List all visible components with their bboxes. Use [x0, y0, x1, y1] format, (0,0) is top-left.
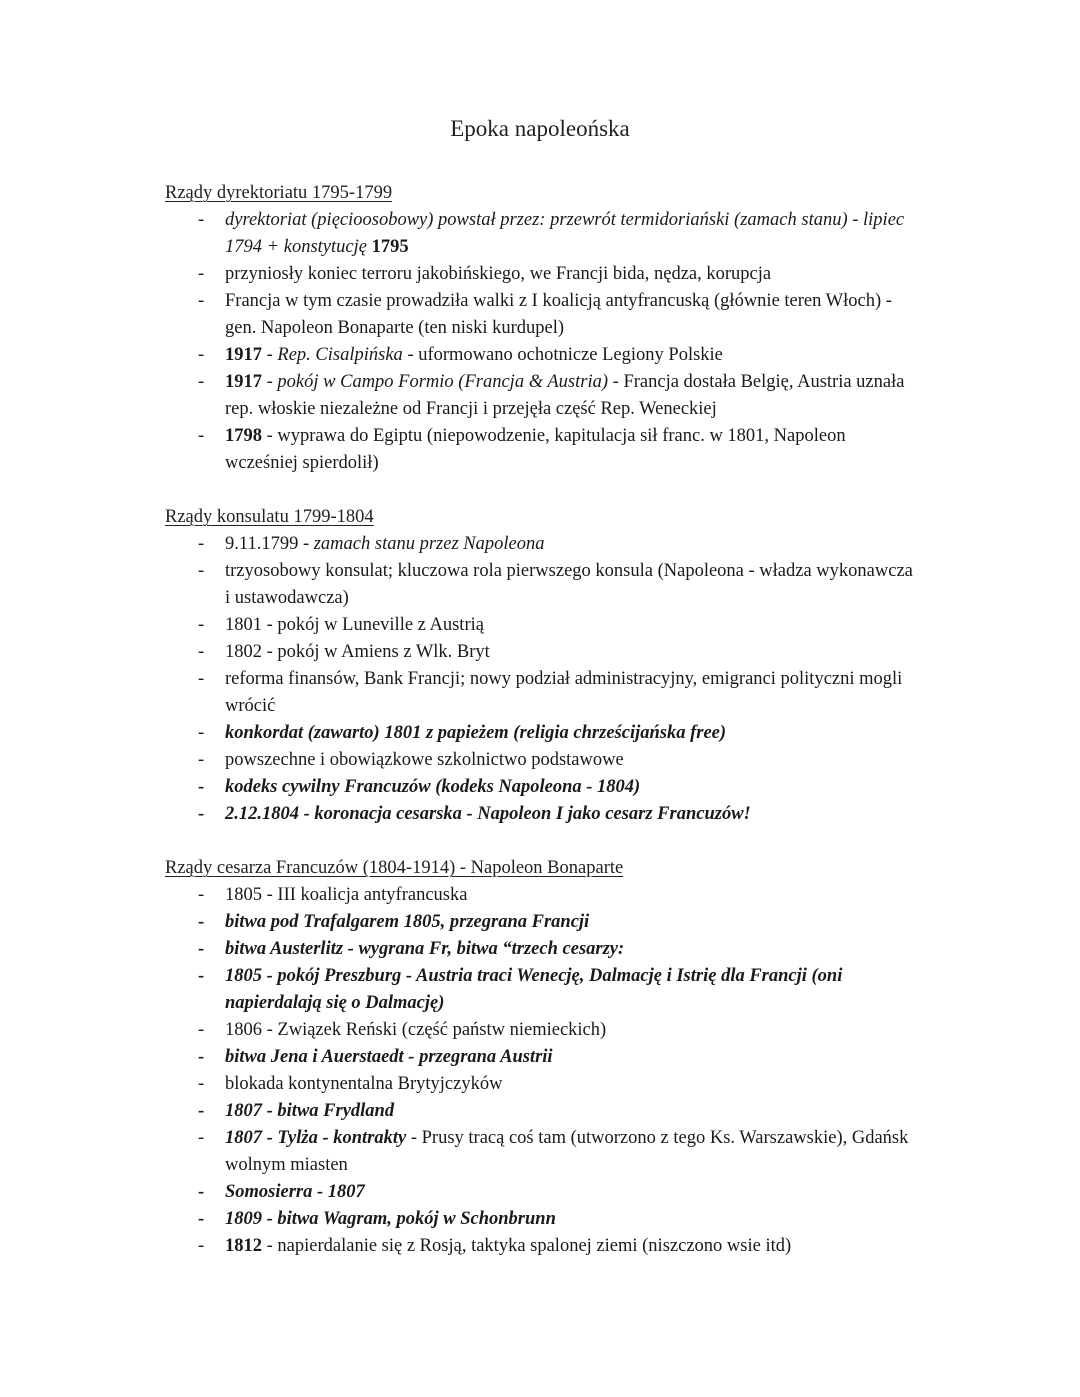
dash-bullet-icon: -	[198, 1128, 205, 1148]
list-item-text: 1917	[225, 345, 262, 365]
list-item-text: bitwa Austerlitz - wygrana Fr, bitwa “trzech cesarzy:	[225, 939, 625, 959]
list-item	[165, 1206, 920, 1233]
document-title: Epoka napoleońska	[450, 116, 630, 141]
list-item	[165, 1179, 920, 1206]
bullet-list	[165, 207, 920, 477]
dash-bullet-icon: -	[198, 561, 205, 581]
list-item	[165, 666, 920, 720]
section-heading: Rządy konsulatu 1799-1804	[165, 507, 374, 527]
dash-bullet-icon: -	[198, 1236, 205, 1256]
list-item	[165, 747, 920, 774]
dash-bullet-icon: -	[198, 750, 205, 770]
list-item-text: 1807 - Tylża - kontrakty	[225, 1128, 407, 1148]
list-item	[165, 1017, 920, 1044]
list-item-text: -	[262, 345, 278, 365]
list-item-text: przyniosły koniec terroru jakobińskiego, we Francji bida, nędza, korupcja	[225, 264, 772, 284]
dash-bullet-icon: -	[198, 939, 205, 959]
list-item-text: 1801 - pokój w Luneville z Austrią	[225, 615, 484, 635]
list-item	[165, 612, 920, 639]
dash-bullet-icon: -	[198, 642, 205, 662]
list-item	[165, 1098, 920, 1125]
dash-bullet-icon: -	[198, 372, 205, 392]
bullet-list	[165, 531, 920, 828]
list-item-text: kodeks cywilny Francuzów (kodeks Napoleona - 1804)	[225, 777, 641, 797]
list-item-text: 1806 - Związek Reński (część państw niemieckich)	[225, 1020, 607, 1040]
dash-bullet-icon: -	[198, 723, 205, 743]
dash-bullet-icon: -	[198, 1182, 205, 1202]
list-item	[165, 531, 920, 558]
section-heading: Rządy cesarza Francuzów (1804-1914) - Napoleon Bonaparte	[165, 858, 624, 878]
list-item-text: pokój w Campo Formio (Francja & Austria)	[277, 372, 609, 392]
bullet-list	[165, 882, 920, 1260]
dash-bullet-icon: -	[198, 210, 205, 230]
dash-bullet-icon: -	[198, 1101, 205, 1121]
list-item-text: konkordat (zawarto) 1801 z papieżem (religia chrześcijańska free)	[225, 723, 727, 743]
list-item-text: bitwa pod Trafalgarem 1805, przegrana Francji	[225, 912, 590, 932]
list-item-text: 1812	[225, 1236, 262, 1256]
list-item-text: 1795	[371, 237, 409, 257]
list-item-text: 1805 - III koalicja antyfrancuska	[225, 885, 468, 905]
dash-bullet-icon: -	[198, 264, 205, 284]
list-item-text: reforma finansów, Bank Francji; nowy podział administracyjny, emigranci polityczni mogli wrócić	[225, 669, 903, 716]
list-item-text: 1807 - bitwa Frydland	[225, 1101, 395, 1121]
dash-bullet-icon: -	[198, 1209, 205, 1229]
list-item	[165, 720, 920, 747]
section	[165, 504, 920, 828]
list-item	[165, 882, 920, 909]
list-item-text: Rep. Cisalpińska	[277, 345, 403, 365]
list-item	[165, 639, 920, 666]
dash-bullet-icon: -	[198, 777, 205, 797]
list-item	[165, 1044, 920, 1071]
list-item-text: Francja w tym czasie prowadziła walki z I koalicją antyfrancuską (głównie teren Włoch) - gen. Napoleon Bonaparte (ten niski kurdupel)	[225, 291, 892, 338]
list-item-text: - Prusy tracą coś tam (utworzono z tego Ks. Warszawskie), Gdańsk wolnym miasten	[225, 1128, 909, 1175]
list-item	[165, 369, 920, 423]
list-item-text: 1809 - bitwa Wagram, pokój w Schonbrunn	[225, 1209, 556, 1229]
list-item	[165, 342, 920, 369]
list-item-text: 1917	[225, 372, 262, 392]
list-item-text: blokada kontynentalna Brytyjczyków	[225, 1074, 503, 1094]
dash-bullet-icon: -	[198, 912, 205, 932]
list-item-text: 1798	[225, 426, 262, 446]
dash-bullet-icon: -	[198, 885, 205, 905]
dash-bullet-icon: -	[198, 669, 205, 689]
dash-bullet-icon: -	[198, 1020, 205, 1040]
list-item-text: - Francja dostała Belgię, Austria uznała rep. włoskie niezależne od Francji i przejęła część Rep. Weneckiej	[225, 372, 905, 419]
list-item-text: 1802 - pokój w Amiens z Wlk. Bryt	[225, 642, 490, 662]
list-item-text: 2.12.1804 - koronacja cesarska - Napoleon I jako cesarz Francuzów!	[225, 804, 751, 824]
dash-bullet-icon: -	[198, 615, 205, 635]
dash-bullet-icon: -	[198, 426, 205, 446]
document-body	[165, 180, 920, 1287]
list-item	[165, 207, 920, 261]
list-item	[165, 1125, 920, 1179]
list-item-text: -	[262, 372, 278, 392]
list-item-text: Somosierra - 1807	[225, 1182, 365, 1202]
list-item-text: powszechne i obowiązkowe szkolnictwo podstawowe	[225, 750, 624, 770]
list-item-text: bitwa Jena i Auerstaedt - przegrana Austrii	[225, 1047, 553, 1067]
list-item	[165, 423, 920, 477]
section	[165, 180, 920, 477]
dash-bullet-icon: -	[198, 1074, 205, 1094]
list-item	[165, 261, 920, 288]
list-item	[165, 558, 920, 612]
list-item-text: 9.11.1799 -	[225, 534, 314, 554]
dash-bullet-icon: -	[198, 966, 205, 986]
list-item	[165, 801, 920, 828]
list-item-text: zamach stanu przez Napoleona	[313, 534, 545, 554]
list-item	[165, 936, 920, 963]
dash-bullet-icon: -	[198, 345, 205, 365]
list-item	[165, 774, 920, 801]
list-item	[165, 288, 920, 342]
list-item	[165, 1071, 920, 1098]
section-heading: Rządy dyrektoriatu 1795-1799	[165, 183, 393, 203]
list-item	[165, 1233, 920, 1260]
dash-bullet-icon: -	[198, 291, 205, 311]
list-item	[165, 909, 920, 936]
dash-bullet-icon: -	[198, 534, 205, 554]
dash-bullet-icon: -	[198, 1047, 205, 1067]
list-item-text: dyrektoriat (pięcioosobowy) powstał przez: przewrót termidoriański (zamach stanu) - lipiec 1794 + konstytucję	[225, 210, 905, 257]
list-item	[165, 963, 920, 1017]
section	[165, 855, 920, 1260]
list-item-text: - uformowano ochotnicze Legiony Polskie	[402, 345, 723, 365]
list-item-text: trzyosobowy konsulat; kluczowa rola pierwszego konsula (Napoleona - władza wykonawcza i ustawodawcza)	[225, 561, 913, 608]
list-item-text: - napierdalanie się z Rosją, taktyka spalonej ziemi (niszczono wsie itd)	[262, 1236, 792, 1256]
list-item-text: 1805 - pokój Preszburg - Austria traci Wenecję, Dalmację i Istrię dla Francji (oni napierdalają się o Dalmację)	[225, 966, 843, 1013]
dash-bullet-icon: -	[198, 804, 205, 824]
list-item-text: - wyprawa do Egiptu (niepowodzenie, kapitulacja sił franc. w 1801, Napoleon wcześniej spierdolił)	[225, 426, 846, 473]
